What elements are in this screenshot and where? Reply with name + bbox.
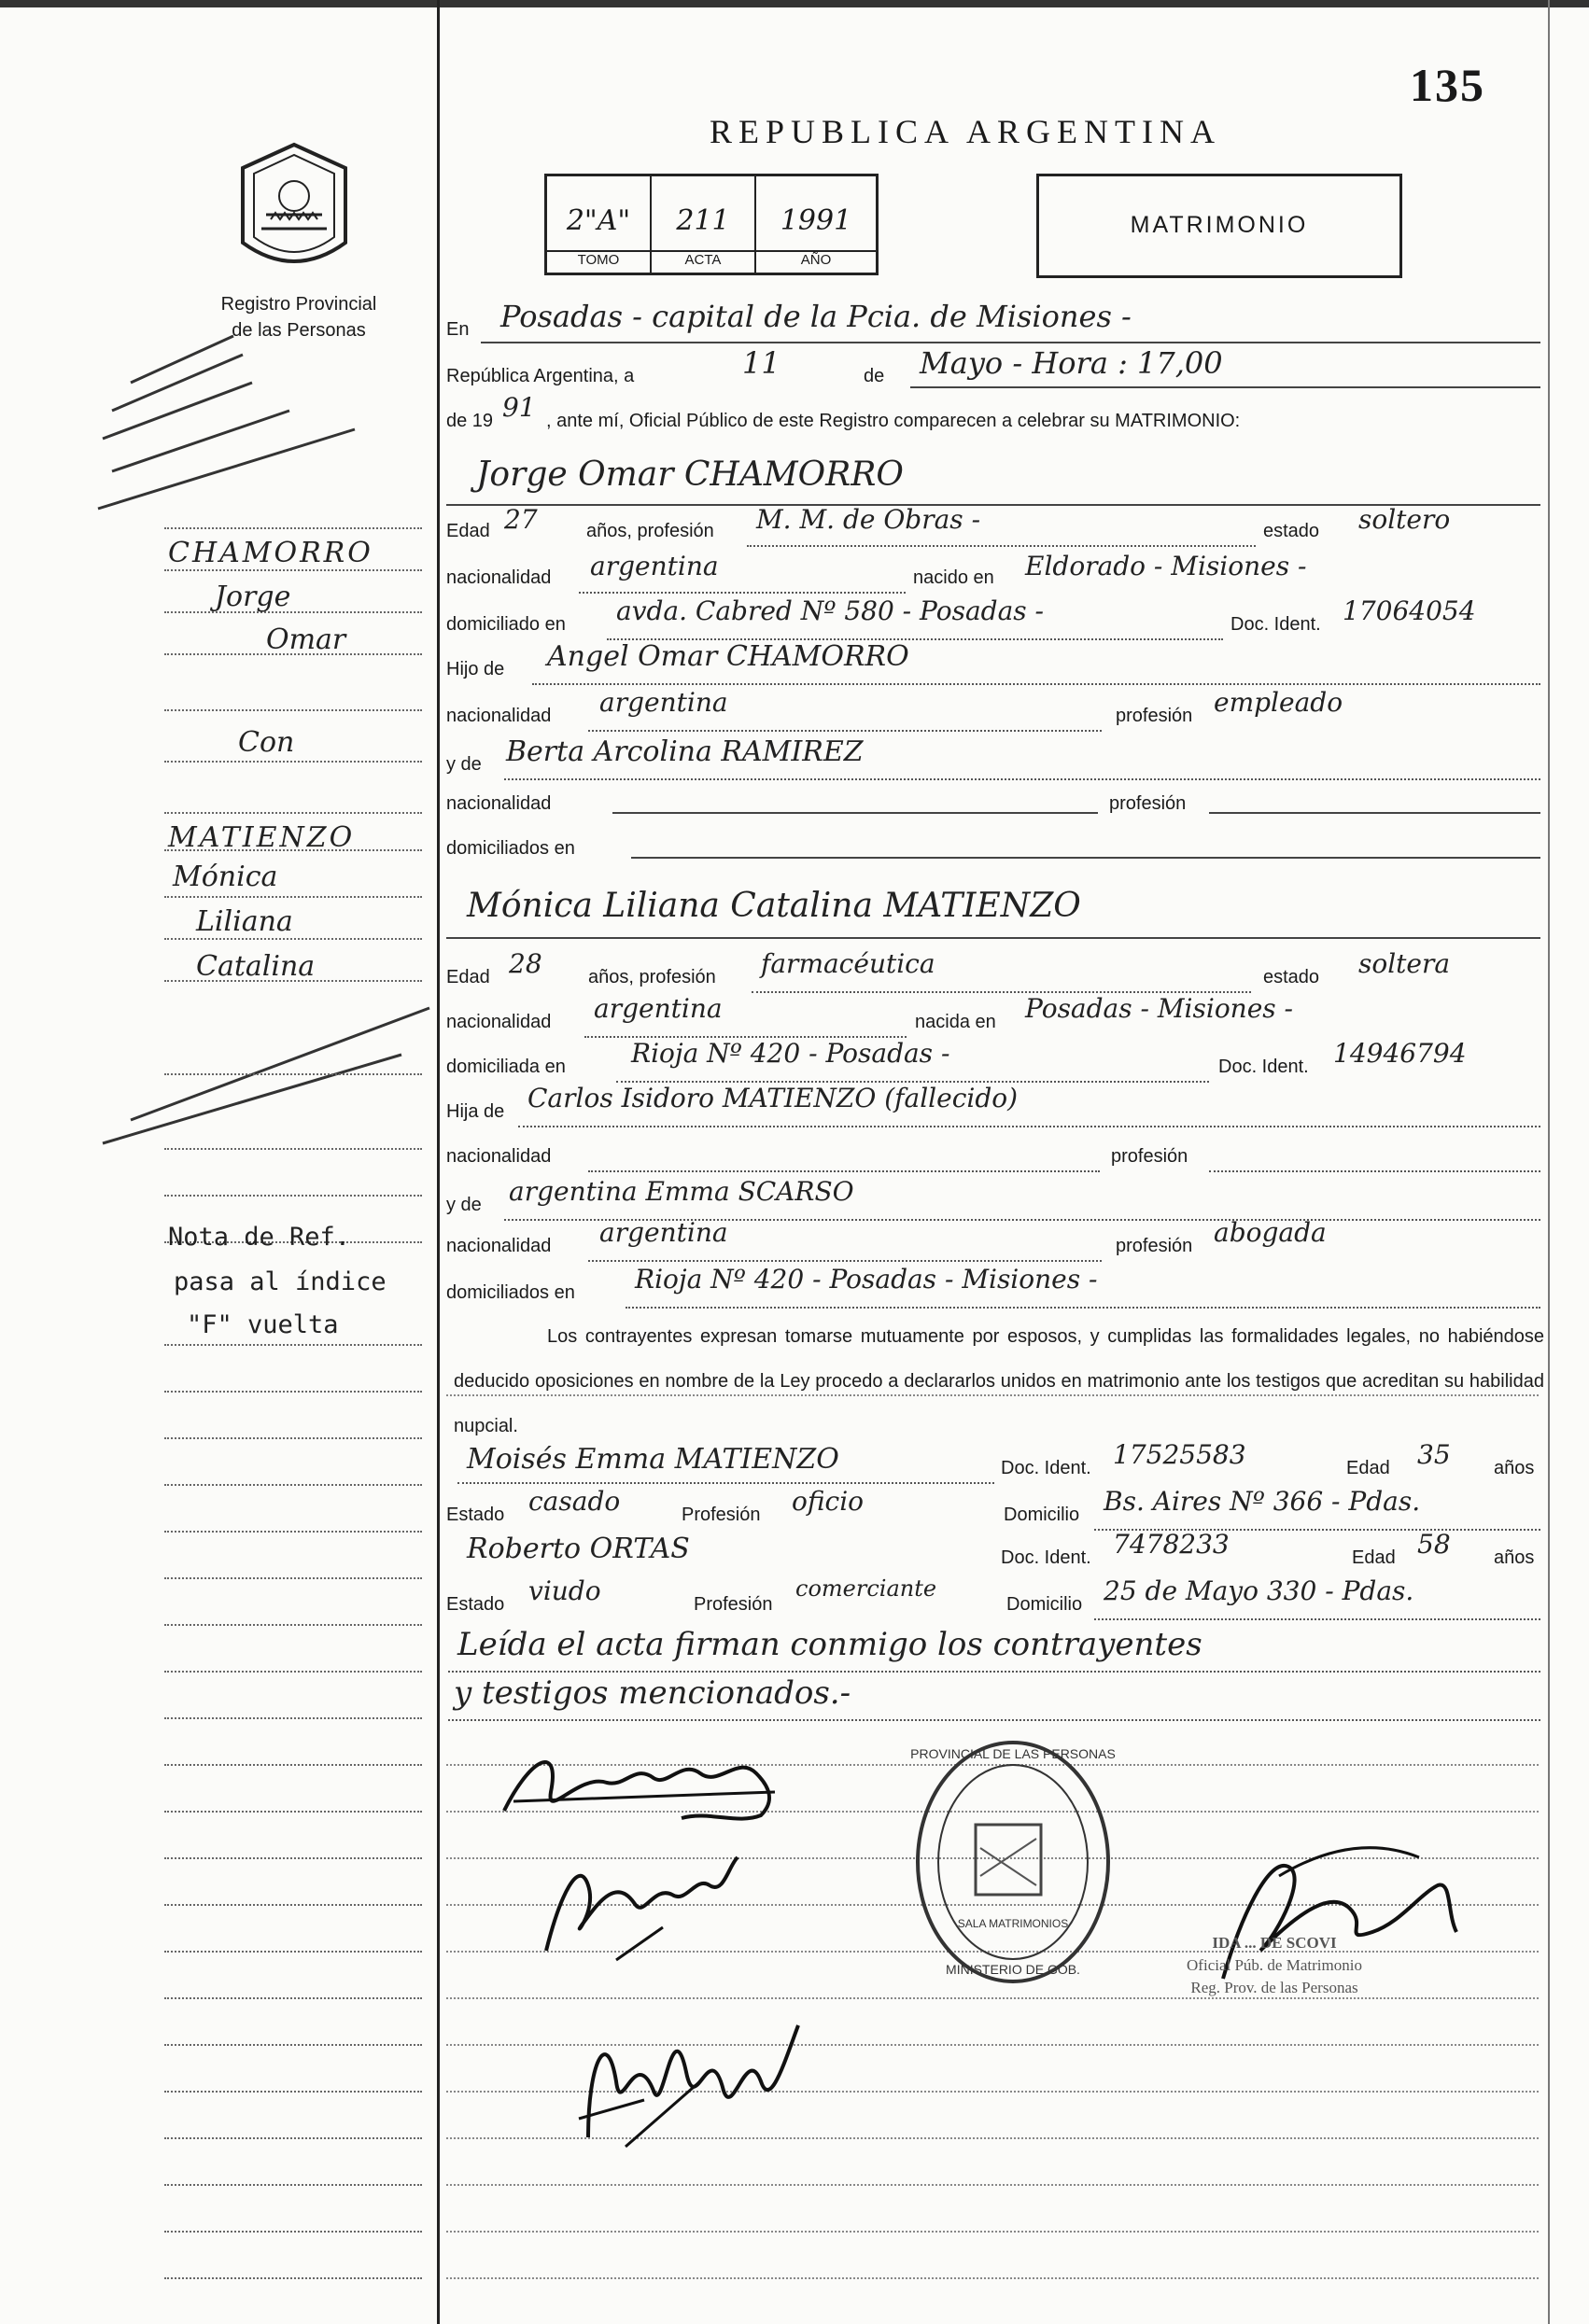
rule	[446, 1394, 1539, 1396]
margin-line	[164, 896, 422, 898]
month-line	[910, 386, 1540, 388]
year-suffix: 91	[502, 392, 536, 423]
line	[631, 857, 1540, 859]
groom-father-profession: empleado	[1214, 687, 1343, 718]
groom-estado-label: estado	[1263, 521, 1320, 541]
declaration-text: Los contrayentes expresan tomarse mutuamente por esposos, y cumplidas las formalidades legales, no habiéndose deducido oposiciones en nombre de la Ley procedo a declararlos unidos en matrimonio ante los testigos que acreditan su habilidad nupcial.	[454, 1326, 1544, 1436]
bride-nac-label: nacionalidad	[446, 1012, 552, 1032]
acta-label: ACTA	[652, 250, 754, 273]
page-number: 135	[1410, 59, 1485, 111]
groom-hijo-label: Hijo de	[446, 659, 505, 679]
witness1-estado-label: Estado	[446, 1505, 505, 1525]
bride-nationality: argentina	[594, 993, 723, 1024]
witness1-dom-label: Domicilio	[1004, 1505, 1080, 1525]
witness1-doc-label: Doc. Ident.	[1001, 1458, 1091, 1478]
stamp-text-bottom: MINISTERIO DE GOB.	[946, 1962, 1080, 1977]
witness2-address: 25 de Mayo 330 - Pdas.	[1104, 1575, 1414, 1606]
margin-line	[164, 1997, 422, 1999]
margin-line	[164, 527, 422, 529]
margin-line	[164, 1531, 422, 1533]
bride-anos-label: años, profesión	[588, 967, 716, 987]
witness2-age: 58	[1417, 1529, 1451, 1560]
groom-edad-label: Edad	[446, 521, 490, 541]
place-value: Posadas - capital de la Pcia. de Misiones -	[500, 299, 1132, 334]
rep-label: República Argentina, a	[446, 366, 635, 386]
margin-note-3: "F" vuelta	[187, 1310, 339, 1339]
groom-parents-dom-label: domiciliados en	[446, 838, 575, 859]
witness1-edad-label: Edad	[1346, 1458, 1390, 1478]
margin-divider	[437, 0, 440, 2324]
margin-line	[164, 812, 422, 814]
margin-note-1: Nota de Ref.	[168, 1223, 351, 1252]
month-value: Mayo - Hora : 17,00	[920, 345, 1223, 381]
official-stamp-line2: Oficial Púb. de Matrimonio	[1187, 1956, 1362, 1974]
groom-profession: M. M. de Obras -	[756, 504, 981, 535]
en-line	[481, 342, 1540, 343]
margin-name-bride-2: Liliana	[196, 905, 293, 938]
bride-mother-nac-label: nacionalidad	[446, 1236, 552, 1256]
margin-line	[164, 2044, 422, 2046]
year-prefix: de 19	[446, 411, 494, 431]
margin-surname-bride: MATIENZO	[168, 821, 356, 854]
margin-line	[164, 1148, 422, 1150]
signature-groom	[495, 1736, 794, 1839]
official-stamp	[1120, 1932, 1428, 1999]
dotline	[532, 683, 1540, 685]
bride-estado-label: estado	[1263, 967, 1320, 987]
bride-address: Rioja Nº 420 - Posadas -	[631, 1038, 950, 1069]
margin-note-2: pasa al índice	[174, 1267, 387, 1296]
margin-line	[164, 2091, 422, 2093]
bride-estado: soltera	[1358, 948, 1451, 979]
margin-name-bride-3: Catalina	[196, 950, 316, 983]
margin-name-groom-2: Omar	[266, 623, 346, 656]
groom-father-nac-label: nacionalidad	[446, 706, 552, 726]
right-edge-line	[1548, 0, 1550, 2324]
bride-birthplace: Posadas - Misiones -	[1025, 993, 1294, 1024]
anio-value: 1991	[780, 204, 852, 237]
dotline	[518, 1126, 1540, 1127]
witness1-name: Moisés Emma MATIENZO	[467, 1443, 839, 1476]
registry-stamp-icon	[910, 1736, 1116, 1988]
margin-strike-lines-2	[93, 989, 439, 1148]
margin-line	[164, 611, 422, 613]
signature-witness2	[570, 1988, 812, 2156]
margin-line	[164, 938, 422, 940]
witness1-prof-label: Profesión	[682, 1505, 761, 1525]
groom-address: avda. Cabred Nº 580 - Posadas -	[616, 595, 1044, 626]
witness2-estado-label: Estado	[446, 1594, 505, 1615]
intro-text: , ante mí, Oficial Público de este Registro comparecen a celebrar su MATRIMONIO:	[546, 411, 1241, 431]
witness1-doc: 17525583	[1113, 1439, 1246, 1470]
margin-line	[164, 1764, 422, 1766]
witness2-profession: comerciante	[795, 1575, 937, 1602]
closing-line2: y testigos mencionados.-	[454, 1674, 851, 1712]
top-edge	[0, 0, 1589, 7]
rule	[446, 2277, 1539, 2279]
registry-office-line2: de las Personas	[232, 320, 366, 341]
margin-line	[164, 1624, 422, 1626]
bride-doc-label: Doc. Ident.	[1218, 1057, 1309, 1077]
margin-con: Con	[238, 726, 295, 759]
acta-value: 211	[676, 204, 730, 237]
signature-witness1	[532, 1839, 747, 1969]
tomo-value: 2"A"	[566, 204, 631, 237]
bride-mother-profession: abogada	[1214, 1217, 1327, 1248]
groom-father-prof-label: profesión	[1116, 706, 1193, 726]
witness2-estado: viudo	[528, 1575, 601, 1606]
groom-mother-prof-label: profesión	[1109, 793, 1187, 814]
margin-name-groom-1: Jorge	[215, 581, 291, 613]
bride-yde-label: y de	[446, 1195, 482, 1215]
margin-line	[164, 2137, 422, 2139]
witness2-dom-label: Domicilio	[1006, 1594, 1083, 1615]
rule	[446, 2231, 1539, 2233]
witness1-anos-label: años	[1494, 1458, 1535, 1478]
bride-hija-label: Hija de	[446, 1101, 505, 1122]
dotline	[626, 1307, 1540, 1309]
dotline	[1209, 1170, 1540, 1172]
groom-age: 27	[504, 504, 538, 535]
anio-cell	[756, 176, 876, 273]
dotline	[588, 1260, 1102, 1262]
groom-doc: 17064054	[1343, 595, 1476, 626]
dotline	[504, 778, 1540, 780]
groom-yde-label: y de	[446, 754, 482, 775]
rule	[446, 2184, 1539, 2186]
groom-father: Angel Omar CHAMORRO	[547, 640, 909, 673]
dotline	[579, 592, 906, 594]
margin-line	[164, 1484, 422, 1486]
groom-dom-label: domiciliado en	[446, 614, 566, 635]
en-label: En	[446, 319, 470, 340]
country-title: REPUBLICA ARGENTINA	[710, 113, 1222, 150]
bride-profession: farmacéutica	[761, 948, 935, 979]
groom-anos-label: años, profesión	[586, 521, 714, 541]
bride-name-line	[446, 937, 1540, 939]
bride-father-prof-label: profesión	[1111, 1146, 1188, 1167]
tomo-cell	[547, 176, 652, 273]
witness2-anos-label: años	[1494, 1547, 1535, 1568]
groom-name: Jorge Omar CHAMORRO	[476, 455, 904, 494]
margin-line	[164, 1195, 422, 1197]
margin-line	[164, 1904, 422, 1906]
margin-line	[164, 761, 422, 763]
de-label: de	[864, 366, 885, 386]
acta-cell	[652, 176, 756, 273]
margin-line	[164, 2277, 422, 2279]
bride-mother-prof-label: profesión	[1116, 1236, 1193, 1256]
witness1-estado: casado	[528, 1486, 621, 1517]
groom-estado: soltero	[1358, 504, 1451, 535]
bride-edad-label: Edad	[446, 967, 490, 987]
stamp-text-top: PROVINCIAL DE LAS PERSONAS	[910, 1746, 1116, 1761]
bride-mother-nationality: argentina	[599, 1217, 728, 1248]
groom-nac-label: nacionalidad	[446, 567, 552, 588]
line	[612, 812, 1098, 814]
bride-doc: 14946794	[1333, 1038, 1467, 1069]
day-value: 11	[742, 345, 780, 381]
province-seal-icon	[233, 140, 355, 280]
dotline	[457, 1482, 994, 1484]
dotline	[747, 545, 1256, 547]
margin-line	[164, 2184, 422, 2186]
witness1-address: Bs. Aires Nº 366 - Pdas.	[1104, 1486, 1421, 1517]
groom-mother-nac-label: nacionalidad	[446, 793, 552, 814]
bride-age: 28	[509, 948, 542, 979]
dotline	[448, 1719, 1540, 1721]
groom-nacido-label: nacido en	[913, 567, 994, 588]
registry-office-line1: Registro Provincial	[220, 294, 377, 315]
margin-line	[164, 1951, 422, 1953]
bride-nacida-label: nacida en	[915, 1012, 996, 1032]
margin-line	[164, 1073, 422, 1075]
groom-doc-label: Doc. Ident.	[1230, 614, 1321, 635]
dotline	[588, 730, 1102, 732]
closing-line1: Leída el acta firman conmigo los contrayentes	[457, 1626, 1202, 1663]
margin-line	[164, 1437, 422, 1439]
stamp-text-middle: SALA MATRIMONIOS	[957, 1917, 1069, 1930]
bride-parents-address: Rioja Nº 420 - Posadas - Misiones -	[635, 1264, 1098, 1295]
dotline	[1094, 1618, 1540, 1620]
official-stamp-line1: IDA ... DE SCOVI	[1212, 1934, 1337, 1952]
margin-line	[164, 1577, 422, 1579]
margin-surname-groom: CHAMORRO	[168, 537, 373, 569]
bride-parents-dom-label: domiciliados en	[446, 1282, 575, 1303]
official-stamp-line3: Reg. Prov. de las Personas	[1190, 1979, 1358, 1996]
record-type-box	[1036, 174, 1402, 278]
groom-mother: Berta Arcolina RAMIREZ	[506, 735, 864, 768]
record-type: MATRIMONIO	[1130, 212, 1309, 238]
bride-dom-label: domiciliada en	[446, 1057, 566, 1077]
groom-birthplace: Eldorado - Misiones -	[1025, 551, 1307, 581]
groom-nationality: argentina	[590, 551, 719, 581]
margin-line	[164, 1717, 422, 1719]
margin-line	[164, 569, 422, 571]
bride-name: Mónica Liliana Catalina MATIENZO	[467, 887, 1081, 925]
witness2-prof-label: Profesión	[694, 1594, 773, 1615]
witness2-doc-label: Doc. Ident.	[1001, 1547, 1091, 1568]
dotline	[588, 1170, 1100, 1172]
witness1-age: 35	[1417, 1439, 1451, 1470]
margin-line	[164, 1344, 422, 1346]
bride-father: Carlos Isidoro MATIENZO (fallecido)	[527, 1083, 1019, 1113]
line	[1209, 812, 1540, 814]
margin-line	[164, 2231, 422, 2233]
bride-mother: argentina Emma SCARSO	[509, 1176, 854, 1207]
margin-line	[164, 1811, 422, 1813]
witness2-edad-label: Edad	[1352, 1547, 1396, 1568]
margin-name-bride-1: Mónica	[173, 861, 278, 893]
margin-line	[164, 1671, 422, 1673]
registry-box	[544, 174, 879, 275]
tomo-label: TOMO	[547, 250, 650, 273]
groom-father-nationality: argentina	[599, 687, 728, 718]
dotline	[448, 1671, 1540, 1673]
witness1-profession: oficio	[792, 1486, 865, 1517]
witness2-doc: 7478233	[1113, 1529, 1230, 1560]
margin-line	[164, 709, 422, 711]
anio-label: AÑO	[756, 250, 876, 273]
margin-line	[164, 1391, 422, 1393]
bride-father-nac-label: nacionalidad	[446, 1146, 552, 1167]
witness2-name: Roberto ORTAS	[467, 1533, 690, 1565]
margin-line	[164, 1857, 422, 1859]
